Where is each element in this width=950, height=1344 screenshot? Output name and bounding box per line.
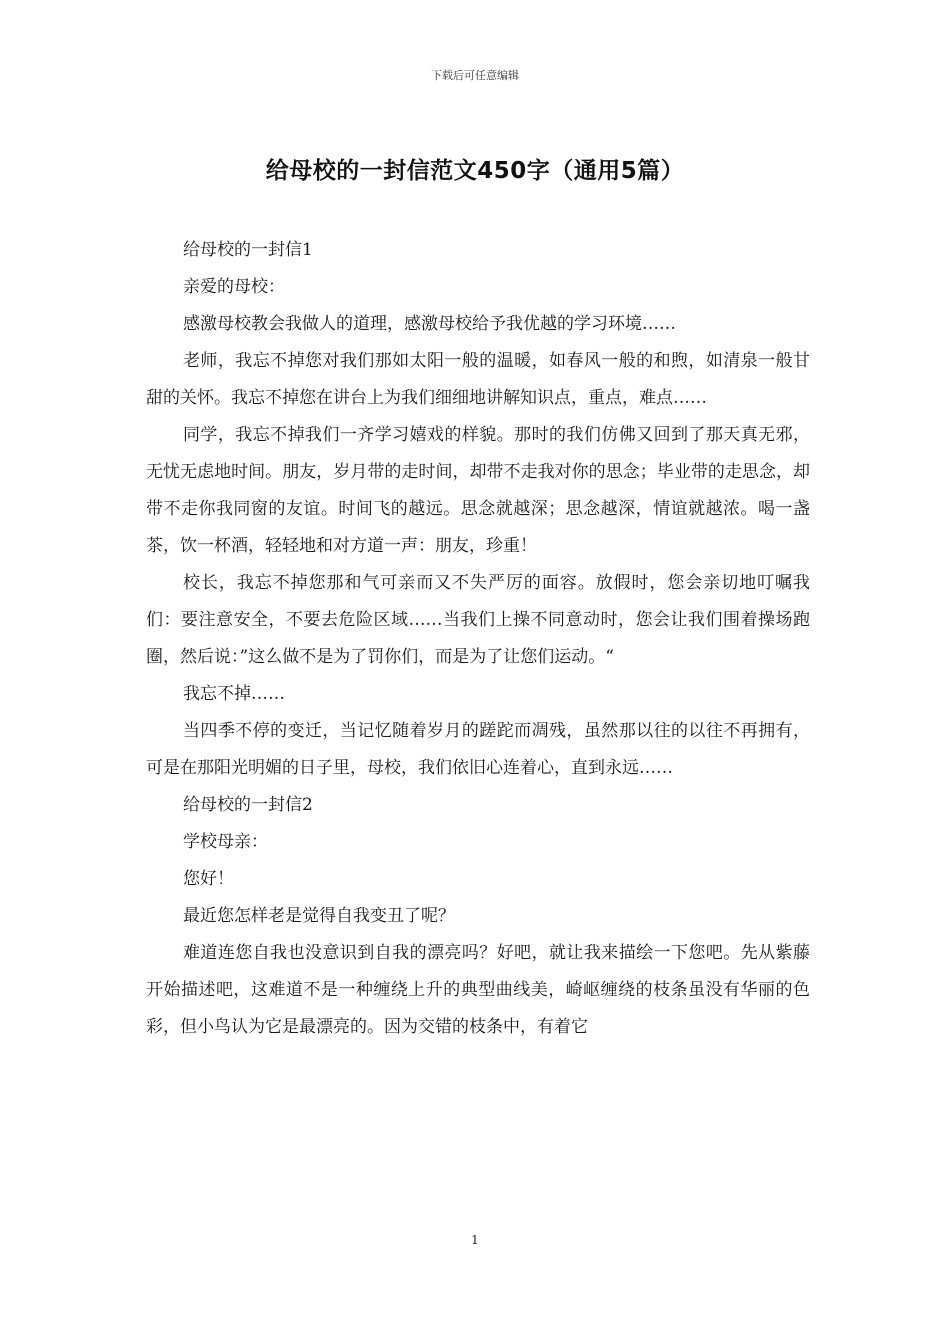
paragraph: 学校母亲： [183,832,268,852]
paragraph: 您好！ [183,869,234,889]
document-body [146,232,810,1046]
paragraph: 校长，我忘不掉您那和气可亲而又不失严厉的面容。放假时，您会亲切地叮嘱我们：要注意安全，不要去危险区域……当我们上操不同意动时，您会让我们围着操场跑圈，然后说：”这么做不是为了罚你们，而是为了让您们运动。“ [146,573,810,667]
paragraph: 难道连您自我也没意识到自我的漂亮吗？好吧，就让我来描绘一下您吧。先从紫藤开始描述吧，这难道不是一种缠绕上升的典型曲线美，崎岖缠绕的枝条虽没有华丽的色彩，但小鸟认为它是最漂亮的。因为交错的枝条中，有着它 [146,943,810,1037]
paragraph: 当四季不停的变迁，当记忆随着岁月的蹉跎而凋残，虽然那以往的以往不再拥有，可是在那阳光明媚的日子里，母校，我们依旧心连着心，直到永远…… [146,721,810,778]
paragraph: 最近您怎样老是觉得自我变丑了呢？ [183,906,455,926]
page-number: 1 [471,1233,479,1247]
document-title: 给母校的一封信范文450字（通用5篇） [265,158,685,184]
paragraph: 我忘不掉…… [183,684,285,704]
header-note: 下载后可任意编辑 [431,69,519,82]
paragraph: 给母校的一封信2 [183,795,313,815]
paragraph: 亲爱的母校： [183,277,285,297]
paragraph: 感激母校教会我做人的道理，感激母校给予我优越的学习环境…… [183,314,676,334]
paragraph: 同学，我忘不掉我们一齐学习嬉戏的样貌。那时的我们仿佛又回到了那天真无邪，无忧无虑地时间。朋友，岁月带的走时间，却带不走我对你的思念；毕业带的走思念，却带不走你我同窗的友谊。时间飞的越远。思念就越深；思念越深，情谊就越浓。喝一盏茶，饮一杯酒，轻轻地和对方道一声：朋友，珍重！ [146,425,810,556]
paragraph: 老师，我忘不掉您对我们那如太阳一般的温暖，如春风一般的和煦，如清泉一般甘甜的关怀。我忘不掉您在讲台上为我们细细地讲解知识点，重点，难点…… [146,351,810,408]
paragraph: 给母校的一封信1 [183,240,313,260]
